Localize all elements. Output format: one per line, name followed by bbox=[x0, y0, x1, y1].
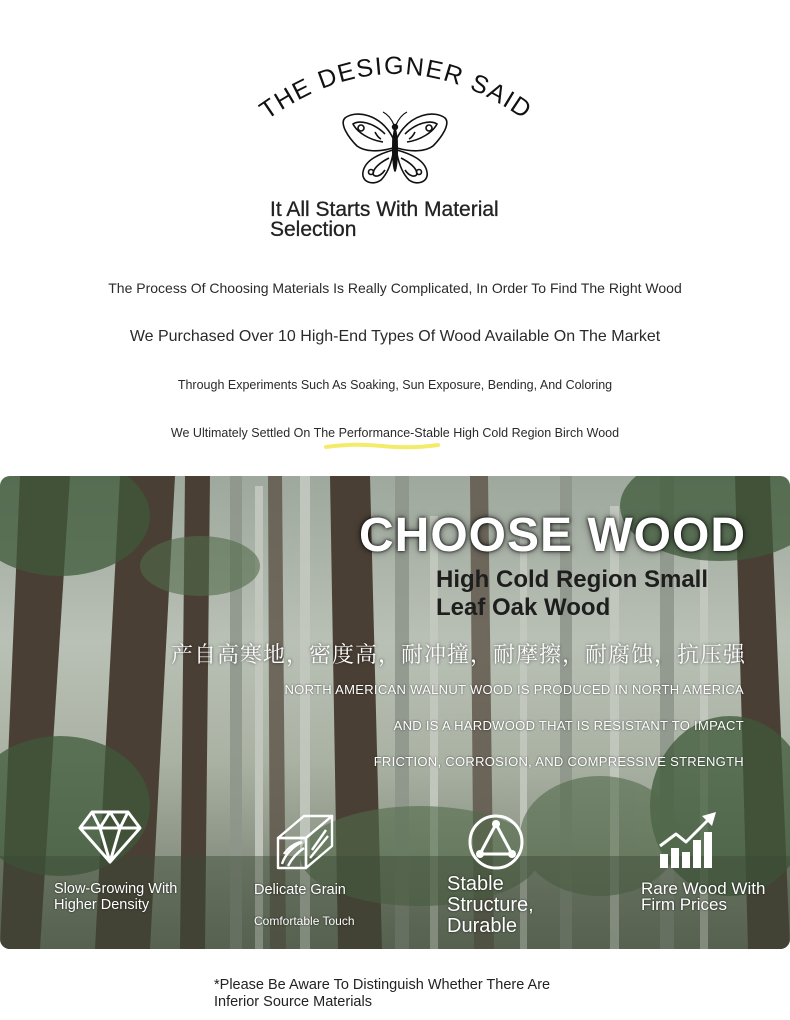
feature-price-label: Rare Wood With Firm Prices bbox=[641, 879, 766, 914]
feature-grain-label: Delicate Grain bbox=[254, 882, 346, 898]
inferior-materials-note: *Please Be Aware To Distinguish Whether There Are Inferior Source Materials bbox=[214, 977, 551, 1010]
forest-hero-panel bbox=[0, 476, 790, 949]
intro-line-2: We Purchased Over 10 High-End Types Of Wood Available On The Market bbox=[129, 328, 661, 345]
hero-english-line-1: NORTH AMERICAN WALNUT WOOD IS PRODUCED IN NORTH AMERICA bbox=[284, 682, 744, 697]
feature-grain-sublabel: Comfortable Touch bbox=[254, 914, 355, 928]
hero-subtitle: High Cold Region Small Leaf Oak Wood bbox=[436, 566, 709, 621]
intro-line-1: The Process Of Choosing Materials Is Really Complicated, In Order To Find The Right Wood bbox=[108, 280, 682, 296]
feature-structure-label: Stable Structure, Durable bbox=[447, 873, 534, 937]
hero-title: CHOOSE WOOD bbox=[358, 509, 746, 562]
intro-line-4: We Ultimately Settled On The Performance-Stable High Cold Region Birch Wood bbox=[170, 426, 620, 440]
hero-english-line-3: FRICTION, CORROSION, AND COMPRESSIVE STRENGTH bbox=[373, 754, 744, 769]
hero-chinese-tagline: 产自高寒地，密度高，耐冲撞，耐摩擦，耐腐蚀，抗压强 bbox=[170, 643, 746, 668]
highlight-underline bbox=[324, 441, 440, 451]
page-headline: It All Starts With Material Selection bbox=[270, 198, 499, 241]
brand-arc-text: THE DESIGNER SAID bbox=[254, 51, 538, 125]
feature-density-label: Slow-Growing With Higher Density bbox=[54, 881, 178, 913]
butterfly-logo-icon bbox=[335, 108, 455, 190]
wood-grain-icon bbox=[274, 812, 338, 872]
diamond-icon bbox=[78, 806, 142, 866]
triangle-structure-icon bbox=[464, 812, 528, 872]
hero-english-line-2: AND IS A HARDWOOD THAT IS RESISTANT TO IMPACT bbox=[393, 718, 744, 733]
intro-line-3: Through Experiments Such As Soaking, Sun Exposure, Bending, And Coloring bbox=[177, 378, 613, 392]
rising-chart-icon bbox=[656, 810, 720, 870]
